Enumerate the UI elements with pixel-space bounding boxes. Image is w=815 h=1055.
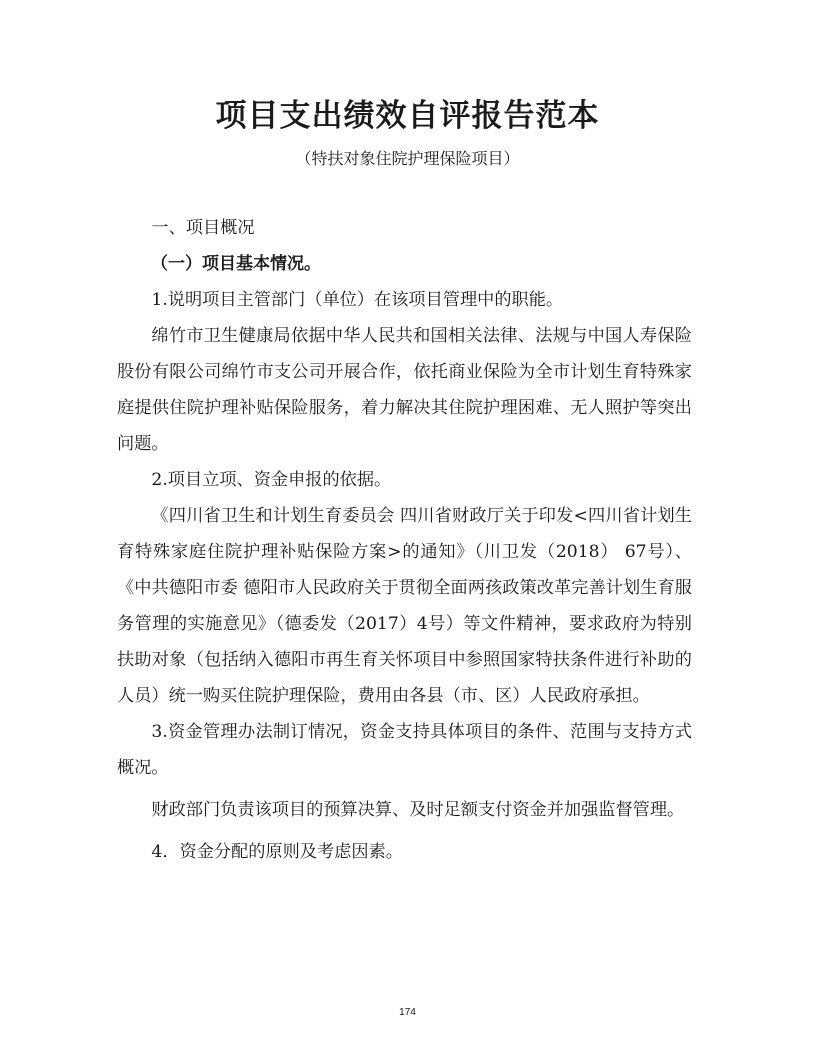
paragraph: 3.资金管理办法制订情况，资金支持具体项目的条件、范围与支持方式概况。	[117, 722, 692, 778]
paragraph: 财政部门负责该项目的预算决算、及时足额支付资金并加强监督管理。	[151, 800, 685, 820]
document-subtitle: （特扶对象住院护理保险项目）	[295, 149, 520, 168]
section-heading-1: 一、项目概况	[151, 218, 255, 238]
subsection-heading: （一）项目基本情况。	[151, 254, 321, 274]
paragraph: 4．资金分配的原则及考虑因素。	[151, 842, 403, 862]
document-body	[117, 210, 692, 870]
page-number: 174	[399, 1007, 416, 1018]
paragraph: 绵竹市卫生健康局依据中华人民共和国相关法律、法规与中国人寿保险股份有限公司绵竹市支公司开展合作，依托商业保险为全市计划生育特殊家庭提供住院护理补贴保险服务，着力解决其住院护理困难、无人照护等突出问题。	[117, 326, 692, 454]
paragraph: 2.项目立项、资金申报的依据。	[151, 470, 392, 490]
paragraph: 1.说明项目主管部门（单位）在该项目管理中的职能。	[151, 290, 564, 310]
paragraph: 《四川省卫生和计划生育委员会 四川省财政厅关于印发<四川省计划生育特殊家庭住院护理补贴保险方案>的通知》（川卫发（2018） 67号）、《中共德阳市委 德阳市人民政府关于贯彻全面两孩政策改革完善计划生育服务管理的实施意见》（德委发（2017）4号）等文件精神，要求政府为特别扶助对象（包括纳入德阳市再生育关怀项目中参照国家特扶条件进行补助的人员）统一购买住院护理保险，费用由各县（市、区）人民政府承担。	[117, 506, 692, 706]
document-title: 项目支出绩效自评报告范本	[215, 98, 600, 134]
